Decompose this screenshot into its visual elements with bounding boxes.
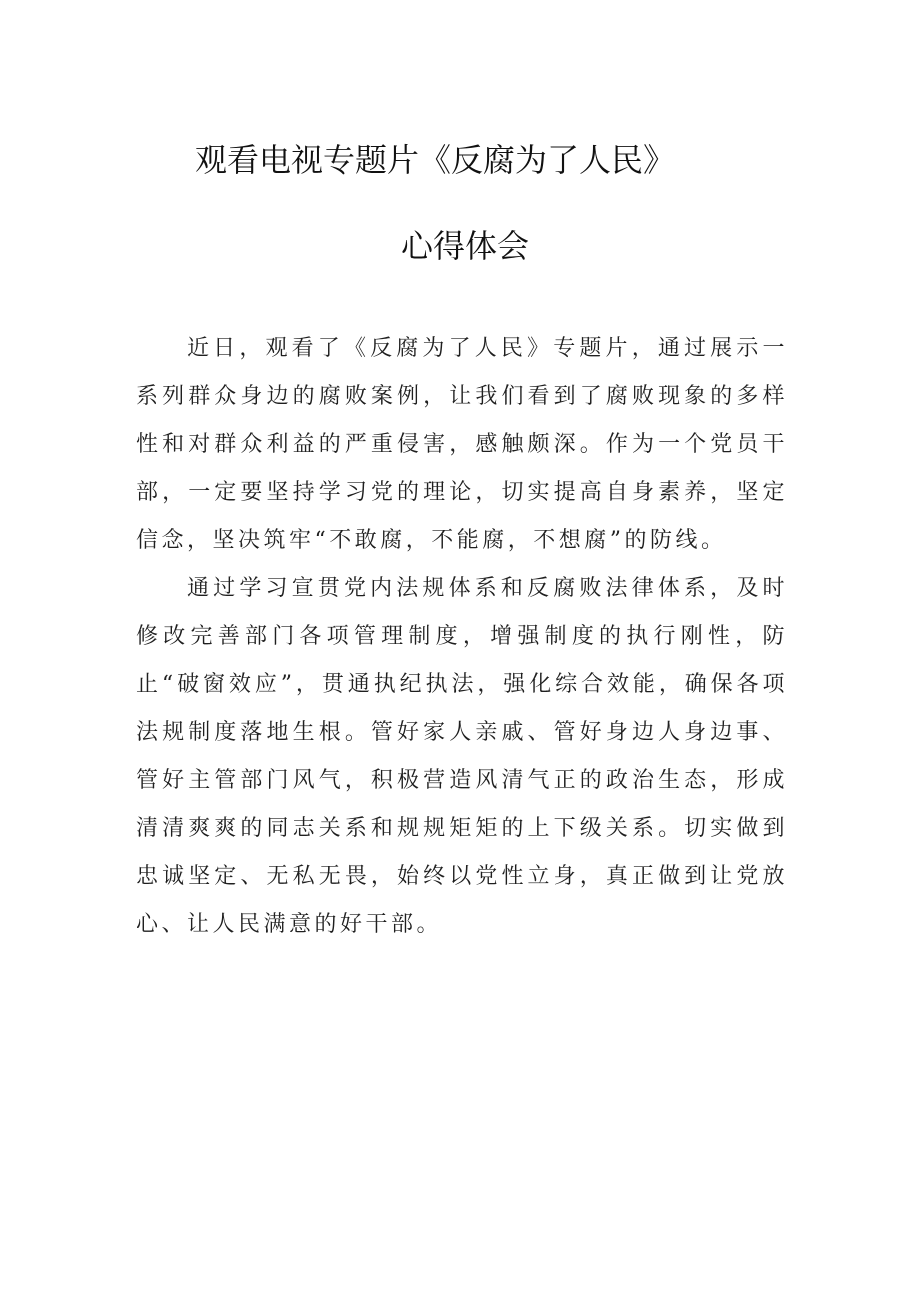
- document-subtitle: 心得体会: [401, 227, 530, 265]
- body-paragraph-2: 通过学习宣贯党内法规体系和反腐败法律体系，及时修改完善部门各项管理制度，增强制度的执行刚性，防止“破窗效应”，贯通执纪执法，强化综合效能，确保各项法规制度落地生根。管好家人亲戚、管好身边人身边事、管好主管部门风气，积极营造风清气正的政治生态，形成清清爽爽的同志关系和规规矩矩的上下级关系。切实做到忠诚坚定、无私无畏，始终以党性立身，真正做到让党放心、让人民满意的好干部。: [136, 576, 788, 937]
- document-body: [136, 325, 788, 949]
- document-title: 观看电视专题片《反腐为了人民》: [195, 141, 676, 179]
- body-paragraph-1: 近日，观看了《反腐为了人民》专题片，通过展示一系列群众身边的腐败案例，让我们看到了腐败现象的多样性和对群众利益的严重侵害，感触颇深。作为一个党员干部，一定要坚持学习党的理论，切实提高自身素养，坚定信念，坚决筑牢“不敢腐，不能腐，不想腐”的防线。: [136, 336, 788, 553]
